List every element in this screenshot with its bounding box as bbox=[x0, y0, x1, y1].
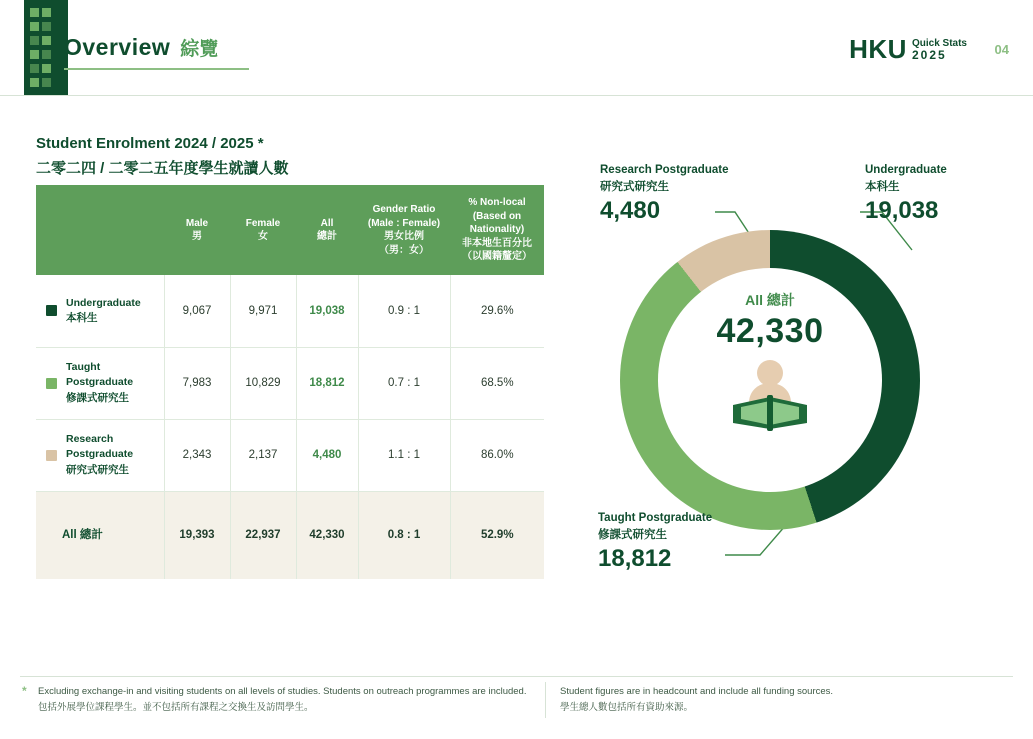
cell-ug-male: 9,067 bbox=[164, 275, 230, 347]
section-title-en: Student Enrolment 2024 / 2025 * bbox=[36, 135, 264, 152]
col-header-all bbox=[296, 185, 358, 275]
row-label-tpg-zh: 修課式研究生 bbox=[66, 391, 129, 404]
cell-total-ratio: 0.8 : 1 bbox=[358, 491, 450, 579]
cell-tpg-all: 18,812 bbox=[296, 347, 358, 419]
row-label-undergraduate-en: Undergraduate bbox=[66, 296, 141, 309]
callout-undergraduate-en: Undergraduate bbox=[865, 164, 947, 176]
cell-total-nonlocal: 52.9% bbox=[450, 491, 544, 579]
page-number: 04 bbox=[994, 42, 1009, 57]
col-header-nonlocal-zh2: （以國籍釐定） bbox=[462, 251, 532, 263]
footnote-asterisk: * bbox=[22, 684, 27, 698]
header-divider bbox=[0, 95, 1033, 96]
footnote-vertical-divider bbox=[545, 682, 546, 718]
cell-total-female: 22,937 bbox=[230, 491, 296, 579]
col-header-nonlocal-zh1: 非本地生百分比 bbox=[462, 237, 532, 249]
row-label-research-postgraduate bbox=[36, 419, 164, 491]
cell-total-all: 42,330 bbox=[296, 491, 358, 579]
col-header-female-zh: 女 bbox=[258, 231, 268, 242]
table-row bbox=[36, 419, 544, 491]
page-header bbox=[0, 0, 1033, 96]
footnote-left bbox=[38, 684, 533, 715]
donut-center-label: All 總計 bbox=[745, 292, 795, 308]
brand-year-label: 2025 bbox=[911, 48, 947, 63]
donut-center-labels bbox=[658, 268, 882, 492]
col-header-male bbox=[164, 185, 230, 275]
col-header-nonlocal-en3: Nationality) bbox=[469, 224, 525, 236]
section-title-zh: 二零二四 / 二零二五年度學生就讀人數 bbox=[36, 160, 289, 177]
col-header-nonlocal bbox=[450, 185, 544, 275]
cell-ug-all: 19,038 bbox=[296, 275, 358, 347]
cell-tpg-ratio: 0.7 : 1 bbox=[358, 347, 450, 419]
page-title-zh: 綜覽 bbox=[180, 39, 219, 60]
table-row bbox=[36, 347, 544, 419]
col-header-category bbox=[36, 185, 164, 275]
brand-mark bbox=[849, 34, 967, 65]
callout-undergraduate bbox=[865, 162, 947, 225]
cell-tpg-female: 10,829 bbox=[230, 347, 296, 419]
cell-total-male: 19,393 bbox=[164, 491, 230, 579]
cell-ug-female: 9,971 bbox=[230, 275, 296, 347]
callout-taught-postgraduate-en: Taught Postgraduate bbox=[598, 512, 713, 524]
col-header-all-zh: 總計 bbox=[317, 231, 337, 242]
cell-ug-ratio: 0.9 : 1 bbox=[358, 275, 450, 347]
brand-subtitle bbox=[912, 39, 967, 65]
row-label-rpg-en2: Postgraduate bbox=[66, 448, 134, 461]
page-title-en: Overview bbox=[64, 34, 171, 60]
cell-tpg-male: 7,983 bbox=[164, 347, 230, 419]
col-header-ratio-zh2: （男：女） bbox=[379, 244, 429, 256]
col-header-male-zh: 男 bbox=[192, 231, 202, 242]
col-header-all-en: All bbox=[320, 217, 334, 229]
cell-rpg-all: 4,480 bbox=[296, 419, 358, 491]
student-reading-icon bbox=[725, 357, 815, 433]
donut bbox=[620, 230, 920, 530]
footnote-left-zh: 包括外展學位課程學生。並不包括所有課程之交換生及訪問學生。 bbox=[38, 701, 314, 713]
callout-undergraduate-zh: 本科生 bbox=[865, 180, 900, 193]
row-label-undergraduate-zh: 本科生 bbox=[66, 311, 98, 324]
cell-rpg-nonlocal: 86.0% bbox=[450, 419, 544, 491]
brand-hku-label: HKU bbox=[849, 34, 907, 64]
table-row bbox=[36, 275, 544, 347]
cell-rpg-male: 2,343 bbox=[164, 419, 230, 491]
footnote-right-en: Student figures are in headcount and include all funding sources. bbox=[560, 686, 834, 697]
cell-rpg-ratio: 1.1 : 1 bbox=[358, 419, 450, 491]
row-label-undergraduate bbox=[36, 275, 164, 347]
col-header-ratio-en2: (Male : Female) bbox=[367, 217, 441, 229]
callout-research-postgraduate-value: 4,480 bbox=[600, 197, 661, 225]
table-header-row bbox=[36, 185, 544, 275]
row-label-total-zh: 總計 bbox=[79, 528, 103, 541]
legend-swatch-taught-postgraduate bbox=[46, 378, 57, 389]
callout-research-postgraduate-en: Research Postgraduate bbox=[600, 164, 729, 176]
col-header-ratio-en1: Gender Ratio bbox=[372, 204, 436, 215]
col-header-nonlocal-en2: (Based on bbox=[472, 210, 522, 222]
callout-taught-postgraduate bbox=[598, 510, 712, 573]
callout-research-postgraduate-zh: 研究式研究生 bbox=[600, 180, 669, 193]
col-header-female bbox=[230, 185, 296, 275]
col-header-female-en: Female bbox=[245, 217, 281, 229]
title-underline bbox=[64, 68, 249, 70]
row-label-rpg-en1: Research bbox=[66, 433, 114, 446]
donut-center-value: 42,330 bbox=[716, 312, 824, 350]
row-label-total bbox=[36, 491, 164, 579]
col-header-gender-ratio bbox=[358, 185, 450, 275]
col-header-nonlocal-en1: % Non-local bbox=[468, 197, 526, 209]
enrolment-table bbox=[36, 185, 544, 579]
legend-swatch-research-postgraduate bbox=[46, 450, 57, 461]
callout-taught-postgraduate-value: 18,812 bbox=[598, 545, 672, 573]
row-label-taught-postgraduate bbox=[36, 347, 164, 419]
table-total-row bbox=[36, 491, 544, 579]
page-title bbox=[64, 34, 218, 61]
row-label-rpg-zh: 研究式研究生 bbox=[66, 463, 129, 476]
cell-ug-nonlocal: 29.6% bbox=[450, 275, 544, 347]
footnote-right bbox=[560, 684, 990, 715]
logo-pattern-icon bbox=[30, 8, 62, 88]
footnote-left-en: Excluding exchange-in and visiting students on all levels of studies. Students on outreach programmes are included. bbox=[38, 686, 527, 697]
callout-research-postgraduate bbox=[600, 162, 728, 225]
row-label-tpg-en2: Postgraduate bbox=[66, 376, 134, 389]
col-header-male-en: Male bbox=[185, 217, 209, 229]
enrolment-donut-chart bbox=[560, 150, 1020, 620]
footnote-right-zh: 學生總人數包括所有資助來源。 bbox=[560, 701, 694, 713]
brand-quickstats-label: Quick Stats bbox=[911, 37, 967, 49]
callout-taught-postgraduate-zh: 修課式研究生 bbox=[598, 528, 667, 541]
hku-logo-block bbox=[24, 0, 68, 96]
cell-tpg-nonlocal: 68.5% bbox=[450, 347, 544, 419]
footnote-divider bbox=[20, 676, 1013, 677]
legend-swatch-undergraduate bbox=[46, 305, 57, 316]
row-label-total-en: All bbox=[62, 528, 77, 541]
col-header-ratio-zh1: 男女比例 bbox=[384, 231, 424, 242]
cell-rpg-female: 2,137 bbox=[230, 419, 296, 491]
callout-undergraduate-value: 19,038 bbox=[865, 197, 939, 225]
row-label-tpg-en1: Taught bbox=[66, 361, 101, 374]
